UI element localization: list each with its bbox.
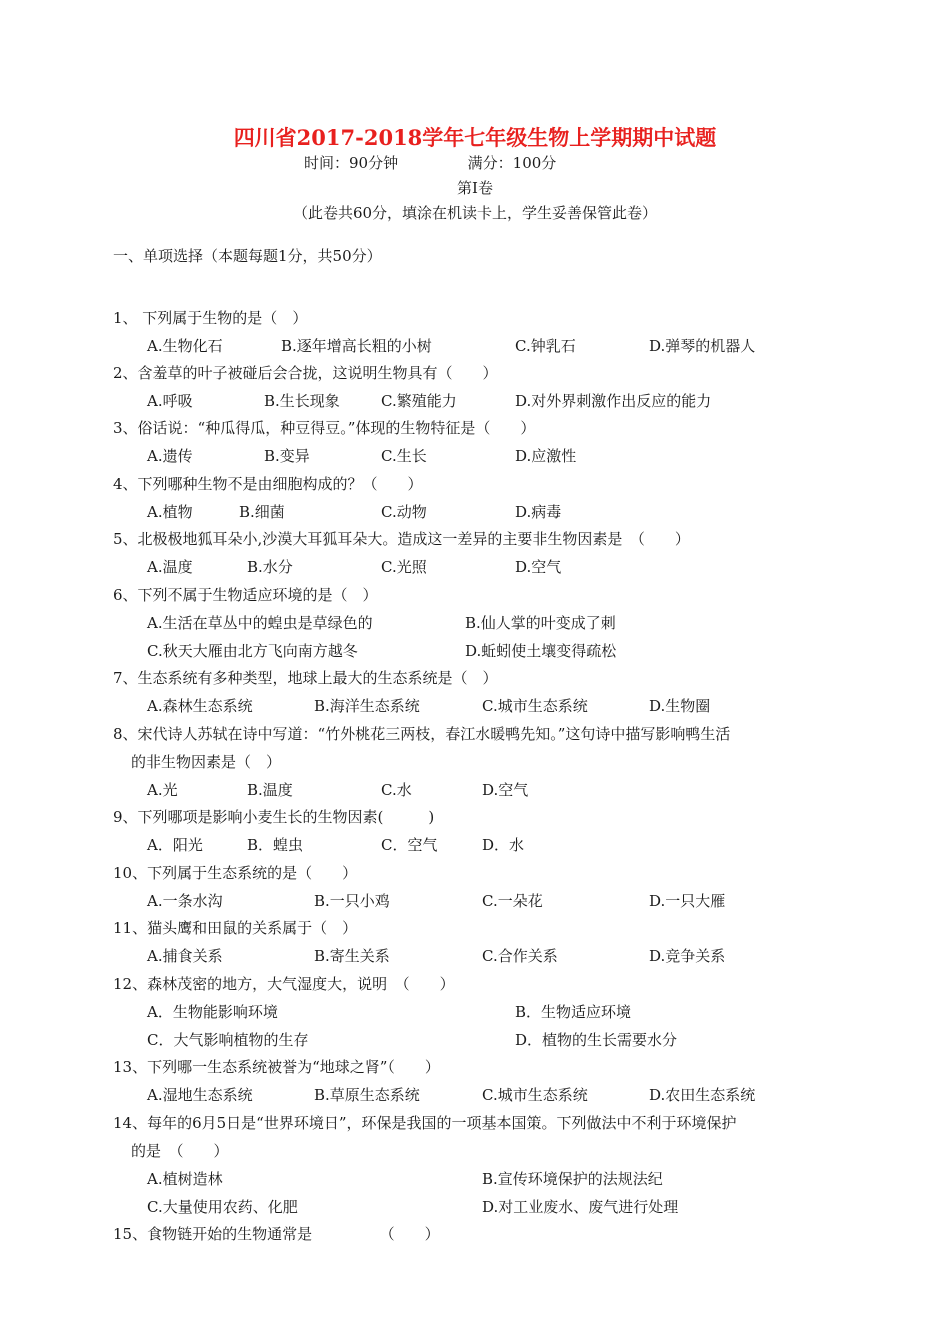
question-option: B.海洋生态系统 bbox=[314, 697, 420, 715]
question-option: A.捕食关系 bbox=[147, 947, 223, 965]
question-stem: 7、生态系统有多种类型，地球上最大的生态系统是（ ） bbox=[113, 669, 498, 687]
question-option: A.植树造林 bbox=[147, 1170, 223, 1188]
question-option: A.生物化石 bbox=[147, 337, 223, 355]
exam-score: 满分：100分 bbox=[467, 154, 557, 172]
question-option: B.变异 bbox=[264, 447, 310, 465]
question-option: C.动物 bbox=[381, 503, 427, 521]
question-stem: 4、下列哪种生物不是由细胞构成的？（ ） bbox=[113, 475, 423, 493]
question-option: A.森林生态系统 bbox=[147, 697, 253, 715]
question-option: C．大气影响植物的生存 bbox=[147, 1031, 309, 1049]
question-option: B.一只小鸡 bbox=[314, 892, 390, 910]
question-option: C.繁殖能力 bbox=[381, 392, 457, 410]
exam-time: 时间：90分钟 bbox=[304, 154, 399, 172]
question-option: C.秋天大雁由北方飞向南方越冬 bbox=[147, 642, 358, 660]
question-option: D.病毒 bbox=[515, 503, 562, 521]
question-stem: 13、下列哪一生态系统被誉为“地球之肾”（ ） bbox=[113, 1058, 440, 1076]
question-option: C.城市生态系统 bbox=[482, 697, 588, 715]
question-stem: 5、北极极地狐耳朵小,沙漠大耳狐耳朵大。造成这一差异的主要非生物因素是 （ ） bbox=[113, 530, 690, 548]
volume-note: （此卷共60分，填涂在机读卡上，学生妥善保管此卷） bbox=[292, 204, 658, 222]
volume-label: 第Ⅰ卷 bbox=[457, 179, 493, 197]
question-option: B.生长现象 bbox=[264, 392, 340, 410]
question-option: C.生长 bbox=[381, 447, 427, 465]
question-option: C.钟乳石 bbox=[515, 337, 576, 355]
section-heading: 一、单项选择（本题每题1分，共50分） bbox=[113, 247, 382, 265]
question-option: D.空气 bbox=[482, 781, 529, 799]
question-option: C.光照 bbox=[381, 558, 427, 576]
question-option: B.草原生态系统 bbox=[314, 1086, 420, 1104]
question-option: A.一条水沟 bbox=[147, 892, 223, 910]
question-stem: 1、 下列属于生物的是（ ） bbox=[113, 309, 308, 327]
question-option: D.农田生态系统 bbox=[649, 1086, 756, 1104]
question-option: B.寄生关系 bbox=[314, 947, 390, 965]
question-option: A.植物 bbox=[147, 503, 193, 521]
question-option: B.逐年增高长粗的小树 bbox=[281, 337, 432, 355]
question-stem: 3、俗话说：“种瓜得瓜，种豆得豆。”体现的生物特征是（ ） bbox=[113, 419, 536, 437]
question-option: D.空气 bbox=[515, 558, 562, 576]
question-option: A.遗传 bbox=[147, 447, 193, 465]
question-option: D.应激性 bbox=[515, 447, 577, 465]
question-option: C.水 bbox=[381, 781, 412, 799]
question-option: B.宣传环境保护的法规法纪 bbox=[482, 1170, 663, 1188]
question-option: D.弹琴的机器人 bbox=[649, 337, 756, 355]
question-option: A．阳光 bbox=[147, 836, 203, 854]
question-option: D.蚯蚓使土壤变得疏松 bbox=[465, 642, 617, 660]
question-option: B.细菌 bbox=[239, 503, 285, 521]
question-stem: 6、下列不属于生物适应环境的是（ ） bbox=[113, 586, 378, 604]
question-option: B．生物适应环境 bbox=[515, 1003, 632, 1021]
question-option: B.水分 bbox=[247, 558, 293, 576]
question-option: D．植物的生长需要水分 bbox=[515, 1031, 678, 1049]
question-option: B．蝗虫 bbox=[247, 836, 304, 854]
question-stem: 15、食物链开始的生物通常是 （ ） bbox=[113, 1225, 440, 1243]
question-option: D.对工业废水、废气进行处理 bbox=[482, 1198, 679, 1216]
question-stem: 11、猫头鹰和田鼠的关系属于（ ） bbox=[113, 919, 358, 937]
question-stem: 14、每年的6月5日是“世界环境日”，环保是我国的一项基本国策。下列做法中不利于环境保护 bbox=[113, 1114, 737, 1132]
question-option: C.合作关系 bbox=[482, 947, 558, 965]
question-option: D．水 bbox=[482, 836, 525, 854]
question-option: D.竞争关系 bbox=[649, 947, 726, 965]
question-option: B.仙人掌的叶变成了刺 bbox=[465, 614, 616, 632]
question-option: D.生物圈 bbox=[649, 697, 711, 715]
question-stem-continued: 的是 （ ） bbox=[131, 1142, 229, 1160]
question-option: A.呼吸 bbox=[147, 392, 193, 410]
question-option: C.一朵花 bbox=[482, 892, 543, 910]
question-option: A.生活在草丛中的蝗虫是草绿色的 bbox=[147, 614, 373, 632]
question-stem: 2、含羞草的叶子被碰后会合拢，这说明生物具有（ ） bbox=[113, 364, 498, 382]
exam-title: 四川省2017-2018学年七年级生物上学期期中试题 bbox=[233, 125, 717, 150]
exam-meta bbox=[304, 152, 556, 173]
question-option: A.光 bbox=[147, 781, 178, 799]
question-option: C．空气 bbox=[381, 836, 438, 854]
question-option: A.温度 bbox=[147, 558, 193, 576]
question-option: A．生物能影响环境 bbox=[147, 1003, 278, 1021]
question-option: B.温度 bbox=[247, 781, 293, 799]
question-stem: 8、宋代诗人苏轼在诗中写道：“竹外桃花三两枝，春江水暖鸭先知。”这句诗中描写影响鸭生活 bbox=[113, 725, 731, 743]
question-stem: 9、下列哪项是影响小麦生长的生物因素( ) bbox=[113, 808, 435, 826]
question-option: C.大量使用农药、化肥 bbox=[147, 1198, 298, 1216]
question-stem: 10、下列属于生态系统的是（ ） bbox=[113, 864, 358, 882]
question-stem: 12、森林茂密的地方，大气湿度大，说明 （ ） bbox=[113, 975, 455, 993]
question-option: C.城市生态系统 bbox=[482, 1086, 588, 1104]
question-option: D.一只大雁 bbox=[649, 892, 726, 910]
question-option: D.对外界刺激作出反应的能力 bbox=[515, 392, 712, 410]
question-option: A.湿地生态系统 bbox=[147, 1086, 253, 1104]
question-stem-continued: 的非生物因素是（ ） bbox=[131, 753, 282, 771]
